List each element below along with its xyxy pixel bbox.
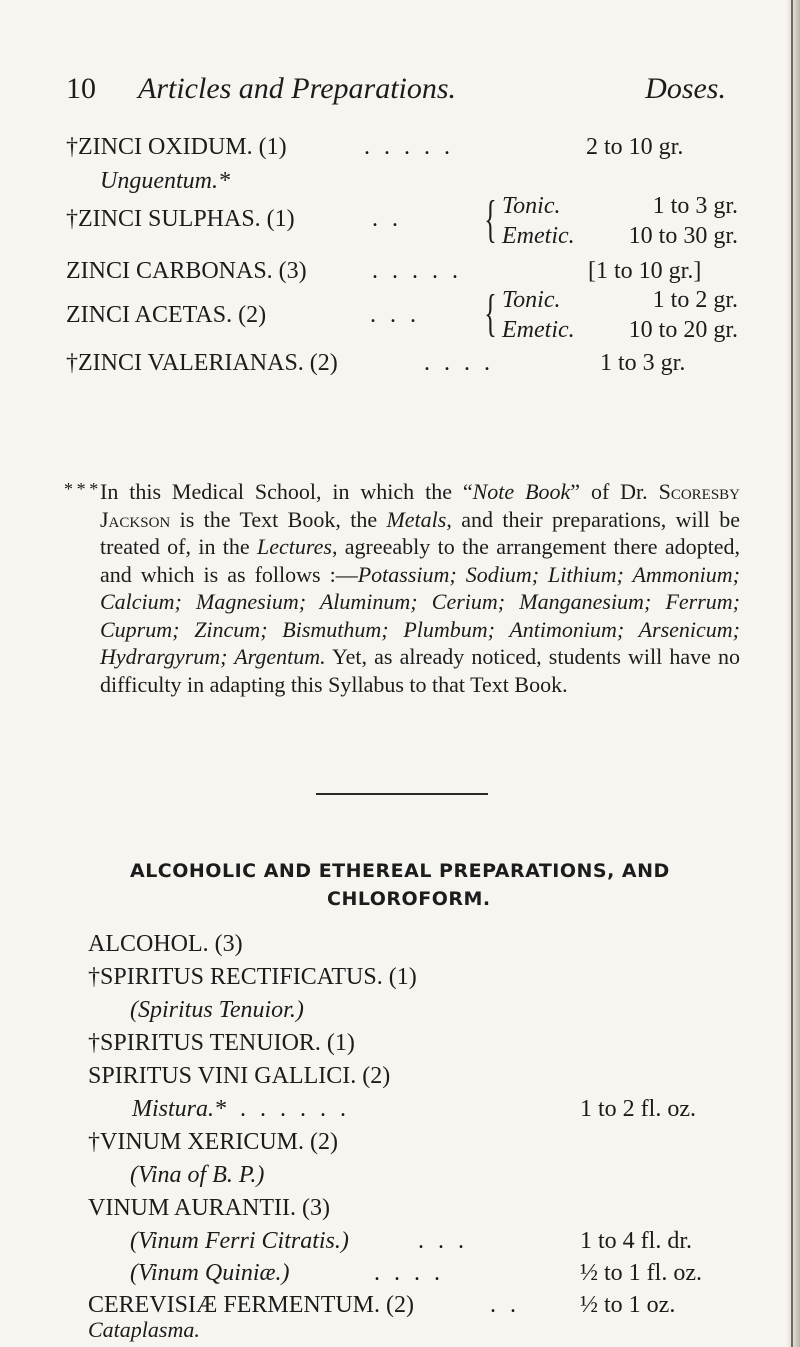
- leader-dots: ..: [490, 1292, 530, 1318]
- vinum-ferri-citratis-sub: (Vinum Ferri Citratis.): [130, 1228, 349, 1254]
- brace-symbol: {: [484, 191, 497, 248]
- section-title-line2: CHLOROFORM.: [327, 888, 491, 910]
- cerevisiae-fermentum-name: CEREVISIÆ FERMENTUM. (2): [88, 1292, 415, 1318]
- leader-dots: ....: [374, 1260, 454, 1286]
- zinci-oxidum-dose: 2 to 10 gr.: [586, 134, 684, 160]
- tonic-label: Tonic.: [502, 287, 561, 313]
- zinci-oxidum-name: †ZINCI OXIDUM. (1): [66, 134, 287, 160]
- leader-dots: ...: [370, 302, 430, 328]
- zinci-acetas-tonic-dose: 1 to 2 gr.: [652, 287, 738, 313]
- unguentum-sub: Unguentum.*: [100, 168, 230, 194]
- leader-dots: .....: [364, 134, 464, 160]
- cerevisiae-fermentum-dose: ½ to 1 oz.: [580, 1292, 676, 1318]
- zinci-sulphas-emetic-dose: 10 to 30 gr.: [628, 223, 738, 249]
- zinci-carbonas-dose: [1 to 10 gr.]: [588, 258, 702, 284]
- zinci-sulphas-name: †ZINCI SULPHAS. (1): [66, 206, 295, 232]
- mistura-sub: Mistura.*: [132, 1096, 227, 1122]
- leader-dots: ......: [240, 1096, 360, 1122]
- brace-symbol: {: [484, 285, 497, 342]
- vina-sub: (Vina of B. P.): [130, 1162, 265, 1188]
- metals-list: Potassium; Sodium; Lithium; Ammonium; Calcium; Magnesium; Aluminum; Cerium; Manganesium; Ferrum; Cuprum; Zincum; Bismuthum; Plumbum; Antimonium; Arsenicum; Hydrargyrum; Argentum.: [100, 561, 740, 669]
- spiritus-vini-gallici-name: SPIRITUS VINI GALLICI. (2): [88, 1063, 391, 1089]
- spiritus-tenuior-sub: (Spiritus Tenuior.): [130, 997, 304, 1023]
- vinum-quiniae-sub: (Vinum Quiniæ.): [130, 1260, 290, 1286]
- alcohol-name: ALCOHOL. (3): [88, 931, 243, 957]
- zinci-carbonas-name: ZINCI CARBONAS. (3): [66, 258, 307, 284]
- leader-dots: ...: [418, 1228, 478, 1254]
- asterism: * * *: [64, 479, 99, 499]
- leader-dots: ....: [424, 350, 504, 376]
- zinci-sulphas-tonic-dose: 1 to 3 gr.: [652, 193, 738, 219]
- leader-dots: .....: [372, 258, 472, 284]
- cataplasma-sub: Cataplasma.: [88, 1317, 200, 1342]
- spiritus-tenuior-name: †SPIRITUS TENUIOR. (1): [88, 1030, 355, 1056]
- leader-dots: ..: [372, 206, 412, 232]
- mistura-dose: 1 to 2 fl. oz.: [580, 1096, 696, 1122]
- running-header: [66, 72, 742, 112]
- doses-column-heading: Doses.: [645, 72, 726, 105]
- zinci-valerianas-dose: 1 to 3 gr.: [600, 350, 686, 376]
- page-edge: [786, 0, 800, 1347]
- page-number: 10: [66, 72, 96, 105]
- section-title-line1: ALCOHOLIC AND ETHEREAL PREPARATIONS, AND: [130, 860, 670, 882]
- vinum-ferri-citratis-dose: 1 to 4 fl. dr.: [580, 1228, 692, 1254]
- spiritus-rectificatus-name: †SPIRITUS RECTIFICATUS. (1): [88, 964, 417, 990]
- emetic-label: Emetic.: [502, 317, 575, 343]
- vinum-aurantii-name: VINUM AURANTII. (3): [88, 1195, 330, 1221]
- emetic-label: Emetic.: [502, 223, 575, 249]
- zinci-acetas-emetic-dose: 10 to 20 gr.: [628, 317, 738, 343]
- vinum-xericum-name: †VINUM XERICUM. (2): [88, 1129, 338, 1155]
- tonic-label: Tonic.: [502, 193, 561, 219]
- zinci-valerianas-name: †ZINCI VALERIANAS. (2): [66, 350, 338, 376]
- note-book-title: Note Book: [472, 479, 571, 504]
- vinum-quiniae-dose: ½ to 1 fl. oz.: [580, 1260, 702, 1286]
- page-edge-line: [791, 0, 793, 1347]
- zinci-acetas-name: ZINCI ACETAS. (2): [66, 302, 267, 328]
- syllabus-note: * * * In this Medical School, in which the “Note Book” of Dr. Scoresby Jackson is the Text Book, the Metals, and their preparations, will be treated of, in the Lectures, agreeably to the arrangement there adopted, and which is as follows :—Potassium; Sodium; Lithium; Ammonium; Calcium; Magnesium; Aluminum; Cerium; Manganesium; Ferrum; Cuprum; Zincum; Bismuthum; Plumbum; Antimonium; Arsenicum; Hydrargyrum; Argentum. Yet, as already noticed, students will have no difficulty in adapting this Syllabus to that Text Book.: [100, 478, 740, 698]
- section-divider: [316, 793, 488, 795]
- author-name: Scoresby Jackson: [100, 479, 740, 532]
- running-title: Articles and Preparations.: [138, 72, 457, 105]
